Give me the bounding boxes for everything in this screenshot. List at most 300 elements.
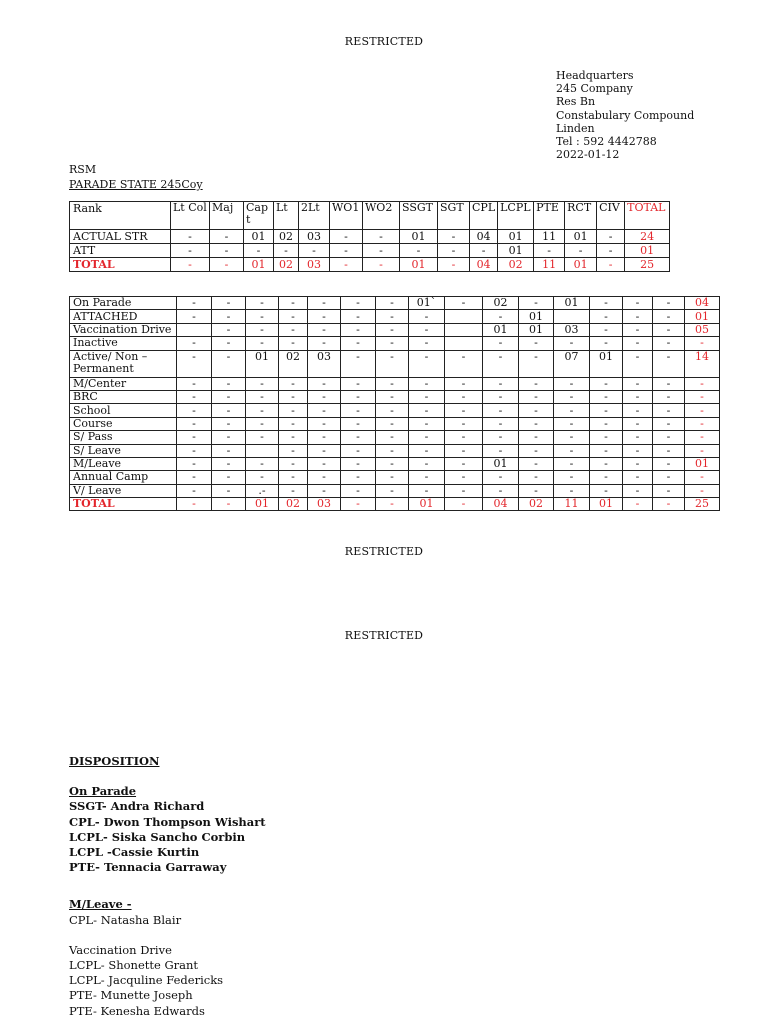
table-cell: - (341, 431, 376, 444)
table-cell: - (376, 444, 409, 457)
table-cell: - (685, 337, 720, 350)
table-cell: - (279, 323, 308, 336)
table-cell: - (212, 310, 246, 323)
address-line: Constabulary Compound (556, 108, 695, 122)
table-cell: - (590, 404, 623, 417)
table-cell: 24 (625, 230, 670, 244)
table-row (70, 471, 720, 484)
table-cell: 01 (483, 457, 519, 470)
table-cell: 01 (590, 498, 623, 511)
table-cell: - (590, 390, 623, 403)
restricted-header-top: RESTRICTED (344, 35, 424, 48)
table-cell: - (409, 390, 445, 403)
table-cell: - (376, 323, 409, 336)
table-cell: - (554, 431, 590, 444)
table-cell: - (483, 444, 519, 457)
table-cell: 03 (308, 350, 341, 377)
column-header: CPL (470, 202, 498, 230)
row-label: S/ Leave (70, 444, 177, 457)
table-cell: 04 (685, 297, 720, 310)
table-cell: - (246, 337, 279, 350)
table-cell: - (483, 431, 519, 444)
table-row (70, 337, 720, 350)
table-cell: - (445, 431, 483, 444)
table-cell: - (212, 404, 246, 417)
table-cell: - (279, 377, 308, 390)
column-header: TOTAL (625, 202, 670, 230)
table-cell: 02 (274, 230, 299, 244)
table-cell (445, 310, 483, 323)
table-cell: 11 (534, 258, 565, 272)
table-row (70, 350, 720, 377)
table-cell: - (445, 297, 483, 310)
table-cell: - (308, 484, 341, 497)
table-cell: - (590, 323, 623, 336)
table-cell: - (554, 444, 590, 457)
table-cell: - (246, 390, 279, 403)
table-row (70, 377, 720, 390)
table-cell: - (308, 377, 341, 390)
strength-header-row (70, 202, 670, 230)
row-label: M/Center (70, 377, 177, 390)
table-cell: 25 (685, 498, 720, 511)
table-cell: - (653, 404, 685, 417)
recipient: RSM (69, 163, 97, 176)
table-cell: - (409, 323, 445, 336)
table-cell: - (483, 484, 519, 497)
table-cell: - (308, 297, 341, 310)
table-cell: - (246, 323, 279, 336)
table-cell: 05 (685, 323, 720, 336)
table-cell: - (483, 310, 519, 323)
table-cell: - (363, 230, 400, 244)
table-cell: - (519, 337, 554, 350)
table-cell: - (483, 377, 519, 390)
table-cell: - (341, 323, 376, 336)
table-cell: - (400, 244, 438, 258)
table-cell: - (177, 457, 212, 470)
table-cell: - (445, 350, 483, 377)
table-cell: - (438, 230, 470, 244)
strength-table (69, 201, 670, 272)
table-row (70, 244, 670, 258)
table-cell: - (363, 258, 400, 272)
table-cell: - (519, 350, 554, 377)
table-cell: 04 (483, 498, 519, 511)
column-header: 2Lt (299, 202, 330, 230)
table-cell: - (534, 244, 565, 258)
row-label: S/ Pass (70, 431, 177, 444)
table-cell: - (445, 444, 483, 457)
table-cell: - (483, 471, 519, 484)
table-cell: - (685, 377, 720, 390)
table-cell: 02 (279, 498, 308, 511)
table-cell: - (653, 297, 685, 310)
table-cell: - (376, 337, 409, 350)
table-cell: - (246, 471, 279, 484)
table-cell: - (590, 417, 623, 430)
table-cell: - (279, 310, 308, 323)
table-cell: - (376, 417, 409, 430)
table-cell: - (653, 444, 685, 457)
table-cell: 01 (590, 350, 623, 377)
table-cell: - (685, 484, 720, 497)
table-cell: 03 (299, 258, 330, 272)
table-cell: - (623, 457, 653, 470)
table-cell: - (554, 390, 590, 403)
restricted-header-page2: RESTRICTED (344, 629, 424, 642)
table-cell: - (623, 471, 653, 484)
table-cell: - (623, 431, 653, 444)
disposition-title: DISPOSITION (69, 754, 160, 768)
table-cell: - (212, 417, 246, 430)
table-cell: - (341, 337, 376, 350)
table-cell: - (246, 417, 279, 430)
table-cell: - (308, 431, 341, 444)
vaccination-heading: Vaccination Drive (69, 942, 172, 957)
table-cell: 01 (246, 350, 279, 377)
row-label: ACTUAL STR (70, 230, 171, 244)
table-cell: - (177, 337, 212, 350)
table-cell: 01 (625, 244, 670, 258)
table-cell: - (212, 484, 246, 497)
table-cell: - (210, 258, 244, 272)
table-cell: - (212, 297, 246, 310)
table-cell: 02 (483, 297, 519, 310)
table-cell: - (246, 431, 279, 444)
table-cell: 01 (519, 310, 554, 323)
table-cell: - (409, 431, 445, 444)
table-cell: 01 (498, 230, 534, 244)
table-cell: - (177, 297, 212, 310)
on-parade-heading: On Parade (69, 784, 137, 799)
table-cell: - (590, 297, 623, 310)
table-cell: 04 (470, 230, 498, 244)
table-cell: - (279, 484, 308, 497)
on-parade-name: SSGT- Andra Richard (69, 799, 205, 814)
table-cell: - (554, 484, 590, 497)
on-parade-name: LCPL -Cassie Kurtin (69, 845, 200, 860)
table-cell: - (519, 431, 554, 444)
table-cell: 01 (244, 230, 274, 244)
table-cell: - (590, 337, 623, 350)
table-cell: - (590, 457, 623, 470)
table-cell: - (376, 404, 409, 417)
table-cell: - (210, 230, 244, 244)
table-cell: - (409, 417, 445, 430)
recipient-block (69, 162, 203, 192)
table-cell: - (653, 471, 685, 484)
column-header: CIV (597, 202, 625, 230)
table-cell: 03 (308, 498, 341, 511)
row-label: School (70, 404, 177, 417)
table-row (70, 417, 720, 430)
column-header: Lt Col (171, 202, 210, 230)
table-cell: - (246, 377, 279, 390)
table-cell: - (212, 390, 246, 403)
address-line: 2022-01-12 (556, 148, 620, 162)
table-cell: - (409, 310, 445, 323)
table-cell: - (590, 471, 623, 484)
vaccination-name: PTE- Kenesha Edwards (69, 1003, 205, 1018)
row-label: M/Leave (70, 457, 177, 470)
table-cell: 02 (274, 258, 299, 272)
table-cell: - (177, 484, 212, 497)
table-cell: 01 (565, 230, 597, 244)
row-label: V/ Leave (70, 484, 177, 497)
table-cell: - (590, 484, 623, 497)
table-row (70, 230, 670, 244)
table-cell: - (376, 297, 409, 310)
address-line: 245 Company (556, 82, 633, 96)
table-cell: - (308, 457, 341, 470)
table-cell: - (244, 244, 274, 258)
row-label: Annual Camp (70, 471, 177, 484)
table-cell: - (279, 444, 308, 457)
table-row (70, 444, 720, 457)
table-row (70, 390, 720, 403)
table-cell: - (519, 444, 554, 457)
table-cell: - (246, 297, 279, 310)
table-cell: - (308, 404, 341, 417)
on-parade-name: PTE- Tennacia Garraway (69, 860, 227, 875)
table-cell: - (685, 390, 720, 403)
table-cell: - (653, 417, 685, 430)
table-cell: - (483, 390, 519, 403)
table-cell: - (483, 417, 519, 430)
table-cell: 01 (554, 297, 590, 310)
table-row (70, 323, 720, 336)
parade-state-table (69, 296, 720, 511)
table-cell: - (445, 471, 483, 484)
column-header: Lt (274, 202, 299, 230)
table-cell: - (445, 404, 483, 417)
subject-title: PARADE STATE 245Coy (69, 178, 203, 191)
table-cell: - (308, 471, 341, 484)
table-cell: - (376, 498, 409, 511)
table-cell: - (554, 404, 590, 417)
table-cell: - (623, 377, 653, 390)
table-cell: - (653, 323, 685, 336)
table-cell: - (308, 390, 341, 403)
table-cell: - (341, 457, 376, 470)
table-cell: 11 (554, 498, 590, 511)
table-cell: - (409, 457, 445, 470)
table-cell: - (470, 244, 498, 258)
table-cell: - (554, 337, 590, 350)
table-cell (177, 323, 212, 336)
table-cell: - (623, 444, 653, 457)
table-cell: - (623, 323, 653, 336)
table-cell: 03 (554, 323, 590, 336)
table-cell: - (341, 417, 376, 430)
table-cell: - (279, 417, 308, 430)
table-cell: - (341, 310, 376, 323)
table-cell: - (212, 498, 246, 511)
table-row (70, 498, 720, 511)
table-row (70, 258, 670, 272)
table-cell: 02 (498, 258, 534, 272)
table-cell: - (177, 417, 212, 430)
table-cell: - (623, 417, 653, 430)
table-cell: - (308, 444, 341, 457)
table-cell: 01 (400, 230, 438, 244)
table-cell: - (376, 350, 409, 377)
column-header: RCT (565, 202, 597, 230)
table-cell: - (171, 258, 210, 272)
table-cell: - (597, 230, 625, 244)
table-cell: - (376, 431, 409, 444)
table-cell (445, 323, 483, 336)
column-header: Maj (210, 202, 244, 230)
restricted-footer: RESTRICTED (344, 545, 424, 558)
table-cell: - (177, 404, 212, 417)
table-cell: - (212, 350, 246, 377)
table-cell: 01 (246, 498, 279, 511)
table-cell: - (653, 377, 685, 390)
table-cell: - (623, 404, 653, 417)
table-cell: - (376, 390, 409, 403)
table-cell: - (212, 457, 246, 470)
on-parade-name: LCPL- Siska Sancho Corbin (69, 829, 246, 844)
table-cell: - (590, 377, 623, 390)
table-cell: - (177, 431, 212, 444)
table-row (70, 457, 720, 470)
table-cell: - (445, 417, 483, 430)
table-cell: - (308, 337, 341, 350)
table-cell: - (341, 484, 376, 497)
table-cell: - (341, 297, 376, 310)
table-cell: - (330, 244, 363, 258)
table-row (70, 297, 720, 310)
table-cell: 01 (409, 498, 445, 511)
column-header: Rank (70, 202, 171, 230)
table-row (70, 404, 720, 417)
table-cell: - (590, 431, 623, 444)
table-cell: 14 (685, 350, 720, 377)
table-cell: - (246, 310, 279, 323)
table-cell: - (177, 377, 212, 390)
table-cell: 01 (400, 258, 438, 272)
address-line: Headquarters (556, 69, 634, 82)
table-cell: - (590, 310, 623, 323)
m-leave-name: CPL- Natasha Blair (69, 912, 182, 927)
table-cell: - (409, 377, 445, 390)
table-cell: - (438, 244, 470, 258)
table-cell: - (212, 323, 246, 336)
table-cell: - (653, 431, 685, 444)
table-cell: - (212, 337, 246, 350)
table-cell: - (177, 498, 212, 511)
table-cell: - (445, 484, 483, 497)
table-cell: - (409, 337, 445, 350)
row-label: TOTAL (70, 498, 177, 511)
table-cell: 02 (519, 498, 554, 511)
vaccination-name: PTE- Munette Joseph (69, 988, 193, 1003)
table-cell: - (279, 297, 308, 310)
table-cell: - (279, 457, 308, 470)
table-cell: - (483, 350, 519, 377)
table-cell: - (279, 431, 308, 444)
table-cell: 02 (279, 350, 308, 377)
column-header: WO1 (330, 202, 363, 230)
table-cell: - (685, 471, 720, 484)
table-cell: - (279, 390, 308, 403)
table-cell: - (308, 417, 341, 430)
table-cell: 01 (685, 457, 720, 470)
table-cell: - (279, 471, 308, 484)
table-cell: 25 (625, 258, 670, 272)
row-label: Inactive (70, 337, 177, 350)
table-cell: - (623, 310, 653, 323)
table-cell: - (376, 484, 409, 497)
table-cell: - (341, 350, 376, 377)
vaccination-name: LCPL- Jacquline Federicks (69, 973, 224, 988)
table-cell: 04 (470, 258, 498, 272)
table-cell: 01 (685, 310, 720, 323)
table-cell: - (274, 244, 299, 258)
table-cell: - (653, 310, 685, 323)
table-cell: - (653, 457, 685, 470)
table-cell: - (308, 323, 341, 336)
table-cell: - (212, 431, 246, 444)
table-cell: - (341, 377, 376, 390)
table-cell: - (653, 484, 685, 497)
table-cell: - (341, 404, 376, 417)
table-cell: - (653, 498, 685, 511)
table-cell: - (519, 457, 554, 470)
table-cell: 01 (244, 258, 274, 272)
table-cell: - (409, 444, 445, 457)
table-cell: - (341, 471, 376, 484)
table-cell: - (177, 350, 212, 377)
table-cell: 01 (483, 323, 519, 336)
m-leave-heading: M/Leave - (69, 897, 132, 912)
table-cell: - (279, 404, 308, 417)
row-label: On Parade (70, 297, 177, 310)
table-cell: 01 (565, 258, 597, 272)
table-cell: - (519, 484, 554, 497)
table-cell: - (623, 337, 653, 350)
table-cell: 11 (534, 230, 565, 244)
column-header: Cap t (244, 202, 274, 230)
table-cell: - (246, 404, 279, 417)
table-cell: 01` (409, 297, 445, 310)
table-cell: - (438, 258, 470, 272)
table-cell: - (210, 244, 244, 258)
table-cell: - (409, 404, 445, 417)
table-cell: - (212, 377, 246, 390)
table-cell: - (308, 310, 341, 323)
table-cell: - (445, 457, 483, 470)
table-cell: - (341, 390, 376, 403)
address-block (556, 69, 694, 161)
table-cell: - (685, 417, 720, 430)
address-line: Linden (556, 121, 595, 135)
table-cell: - (177, 471, 212, 484)
table-cell: - (685, 404, 720, 417)
table-cell: - (554, 471, 590, 484)
table-cell (554, 310, 590, 323)
row-label: BRC (70, 390, 177, 403)
table-cell: - (623, 390, 653, 403)
address-line: Res Bn (556, 95, 596, 109)
table-cell: - (212, 444, 246, 457)
table-cell: - (554, 417, 590, 430)
table-cell: - (519, 417, 554, 430)
row-label: Course (70, 417, 177, 430)
table-cell: - (565, 244, 597, 258)
